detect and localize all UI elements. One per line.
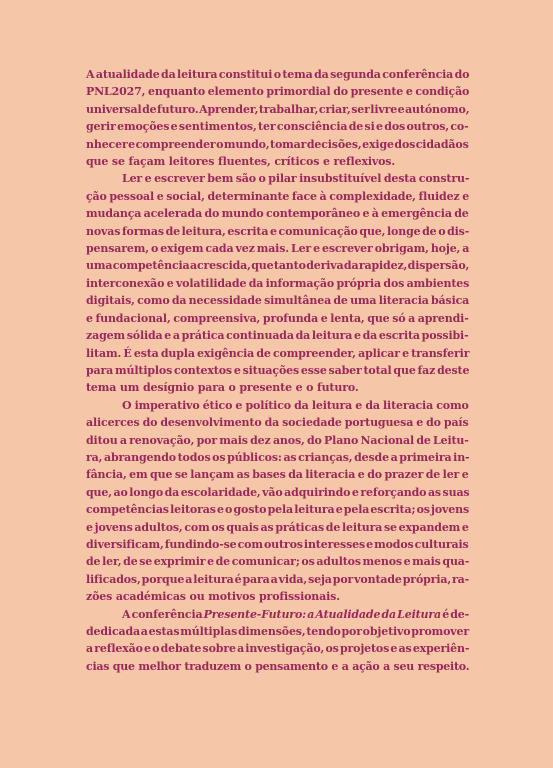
text-line: PNL2027, enquanto elemento primordial do presente e condição <box>86 85 470 99</box>
text-line: interconexão e volatilidade da informação própria dos ambientes <box>86 276 470 290</box>
text-line: diversificam, fundindo-se com outros interesses e modos culturais <box>86 537 469 551</box>
text-line: O imperativo ético e político da leitura e da literacia como <box>122 398 469 412</box>
text-line: mudança acelerada do mundo contemporâneo e à emergência de <box>86 207 469 221</box>
paragraph-3 <box>86 397 469 606</box>
text-line: ção pessoal e social, determinante face à complexidade, fluidez e <box>86 189 470 203</box>
text-line: zagem sólida e a prática continuada da leitura e da escrita possibi- <box>86 329 469 343</box>
text-line: nhecer e compreender o mundo, tomar decisões, exige dos cidadãos <box>86 137 469 151</box>
text-fragment: é de- <box>441 607 470 621</box>
text-line: cias que melhor traduzem o pensamento e a ação a seu respeito. <box>86 659 470 673</box>
text-line: de ler, de se exprimir e de comunicar; os adultos menos e mais qua- <box>86 555 470 569</box>
text-line: uma competência acrescida, que tanto deriva da rapidez, dispersão, <box>86 259 470 273</box>
text-fragment: A conferência <box>122 607 204 621</box>
text-line: Ler e escrever bem são o pilar insubstituível desta constru- <box>122 172 470 186</box>
body-text <box>86 66 469 675</box>
text-line: digitais, como da necessidade simultânea de uma literacia básica <box>86 294 470 308</box>
text-line: e fundacional, compreensiva, profunda e lenta, que só a aprendi- <box>86 311 469 325</box>
text-line <box>86 606 469 623</box>
text-line: que se façam leitores fluentes, críticos e reflexivos. <box>86 155 396 169</box>
paragraph-4 <box>86 606 469 676</box>
text-line: gerir emoções e sentimentos, ter consciência de si e dos outros, co- <box>86 120 469 134</box>
text-line: para múltiplos contextos e situações esse saber total que faz deste <box>86 363 470 377</box>
text-line: que, ao longo da escolaridade, vão adquirindo e reforçando as suas <box>86 485 470 499</box>
text-line: fância, em que se lançam as bases da literacia e do prazer de ler e <box>86 468 469 482</box>
text-line: A atualidade da leitura constitui o tema da segunda conferência do <box>86 68 470 81</box>
text-line: lificados, porque a leitura é para a vida, seja por vontade própria, ra- <box>86 572 470 586</box>
paragraph-1 <box>86 66 469 170</box>
text-line: zões académicas ou motivos profissionais. <box>86 590 340 604</box>
text-line: alicerces do desenvolvimento da sociedade portuguesa e do país <box>86 416 469 430</box>
text-line: novas formas de leitura, escrita e comunicação que, longe de o dis- <box>86 224 470 238</box>
text-line: ra, abrangendo todos os públicos: as crianças, desde a primeira in- <box>86 450 470 464</box>
text-line: universal de futuro. Aprender, trabalhar, criar, ser livre e autónomo, <box>86 102 470 116</box>
text-line: a reflexão e o debate sobre a investigação, os projetos e as experiên- <box>86 642 470 656</box>
text-line: dedicada a estas múltiplas dimensões, tendo por objetivo promover <box>86 625 470 638</box>
paragraph-2 <box>86 170 469 396</box>
text-line: pensarem, o exigem cada vez mais. Ler e escrever obrigam, hoje, a <box>86 242 470 256</box>
text-line: litam. É esta dupla exigência de compreender, aplicar e transferir <box>86 346 470 360</box>
text-line: tema um desígnio para o presente e o futuro. <box>86 381 359 395</box>
text-line: competências leitoras e o gosto pela leitura e pela escrita; os jovens <box>86 503 470 517</box>
text-line: ditou a renovação, por mais dez anos, do Plano Nacional de Leitu- <box>86 433 469 447</box>
text-line: e jovens adultos, com os quais as práticas de leitura se expandem e <box>86 520 469 534</box>
conference-title: Presente-Futuro: a Atualidade da Leitura <box>203 607 442 621</box>
